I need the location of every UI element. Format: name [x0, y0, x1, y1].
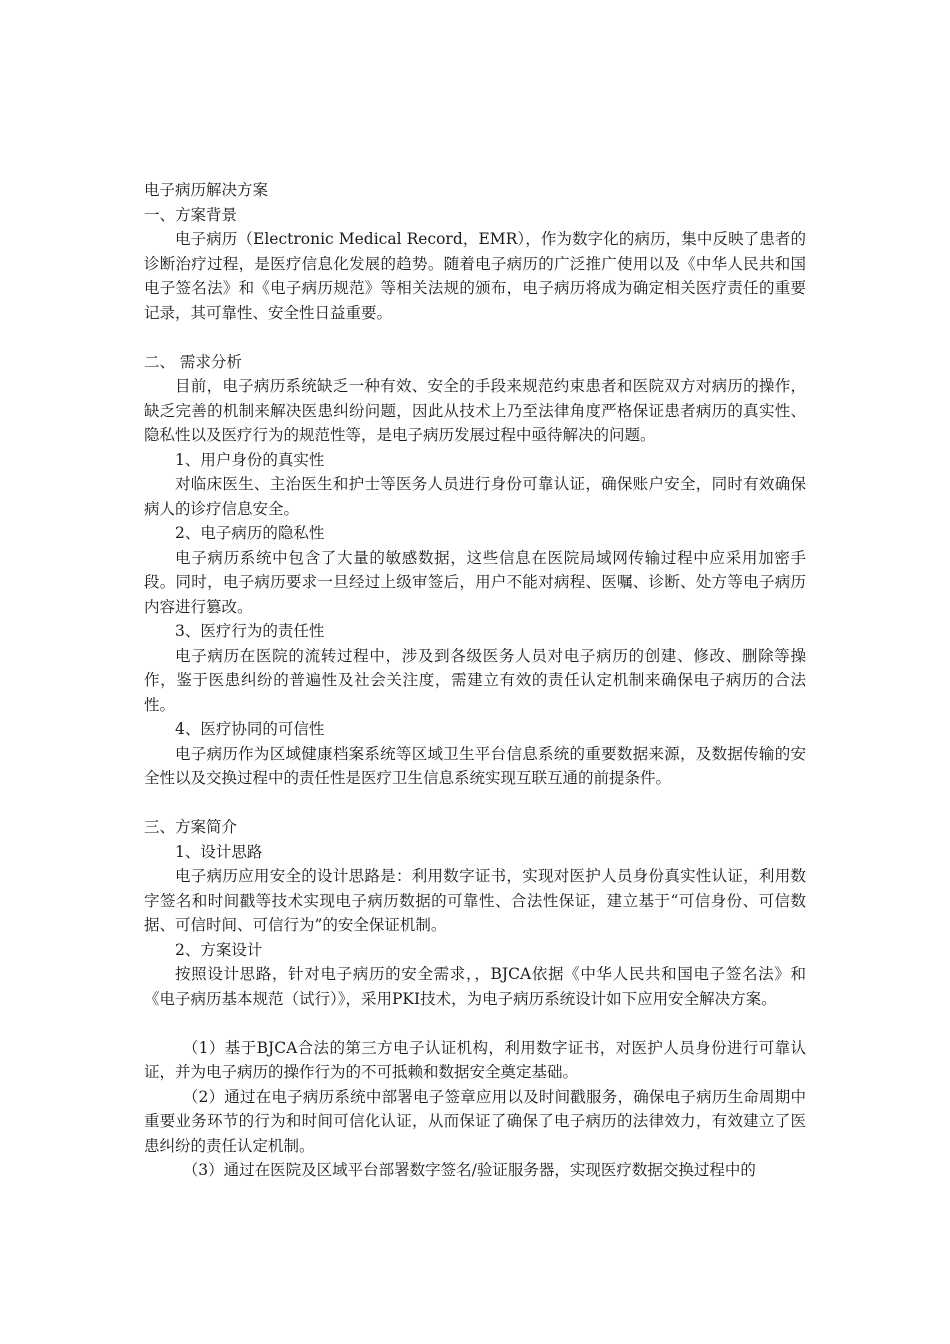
spacer [144, 791, 806, 816]
paragraph-design-idea: 电子病历应用安全的设计思路是：利用数字证书，实现对医护人员身份真实性认证，利用数字签名和时间戳等技术实现电子病历数据的可靠性、合法性保证，建立基于“可信身份、可信数据、可信时间、可信行为”的安全保证机制。 [144, 867, 806, 934]
list-item-3: （3）通过在医院及区域平台部署数字签名/验证服务器，实现医疗数据交换过程中的 [182, 1161, 756, 1179]
list-item-2: （2）通过在电子病历系统中部署电子签章应用以及时间戳服务，确保电子病历生命周期中重要业务环节的行为和时间可信化认证，从而保证了确保了电子病历的法律效力，有效建立了医患纠纷的责任认定机制。 [144, 1087, 806, 1155]
paragraph-solution-design: 按照设计思路，针对电子病历的安全需求，，BJCA依据《中华人民共和国电子签名法》和《电子病历基本规范（试行）》，采用PKI技术，为电子病历系统设计如下应用安全解决方案。 [144, 965, 806, 1008]
section-1-heading: 一、方案背景 [144, 205, 238, 224]
paragraph-privacy: 电子病历系统中包含了大量的敏感数据，这些信息在医院局域网传输过程中应采用加密手段。同时，电子病历要求一旦经过上级审签后，用户不能对病程、医嘱、诊断、处方等电子病历内容进行篡改。 [144, 548, 806, 616]
subheading-responsibility: 3、医疗行为的责任性 [175, 622, 325, 640]
list-item-1: （1）基于BJCA合法的第三方电子认证机构，利用数字证书，对医护人员身份进行可靠认证，并为电子病历的操作行为的不可抵赖和数据安全奠定基础。 [144, 1038, 806, 1081]
section-2-paragraph: 目前，电子病历系统缺乏一种有效、安全的手段来规范约束患者和医院双方对病历的操作，缺乏完善的机制来解决医患纠纷问题，因此从技术上乃至法律角度严格保证患者病历的真实性、隐私性以及医疗行为的规范性等，是电子病历发展过程中亟待解决的问题。 [144, 377, 806, 444]
section-1-paragraph: 电子病历（Electronic Medical Record，EMR），作为数字化的病历，集中反映了患者的诊断治疗过程，是医疗信息化发展的趋势。随着电子病历的广泛推广使用以及《中华人民共和国电子签名法》和《电子病历规范》等相关法规的颁布，电子病历将成为确定相关医疗责任的重要记录，其可靠性、安全性日益重要。 [144, 230, 806, 322]
paragraph-trust: 电子病历作为区域健康档案系统等区域卫生平台信息系统的重要数据来源，及数据传输的安全性以及交换过程中的责任性是医疗卫生信息系统实现互联互通的前提条件。 [144, 744, 806, 787]
document-title: 电子病历解决方案 [144, 181, 269, 199]
paragraph-identity: 对临床医生、主治医生和护士等医务人员进行身份可靠认证，确保账户安全，同时有效确保病人的诊疗信息安全。 [144, 475, 806, 518]
paragraph-responsibility: 电子病历在医院的流转过程中，涉及到各级医务人员对电子病历的创建、修改、删除等操作，鉴于医患纠纷的普遍性及社会关注度，需建立有效的责任认定机制来确保电子病历的合法性。 [144, 646, 806, 714]
subheading-trust: 4、医疗协同的可信性 [175, 720, 325, 738]
subheading-solution-design: 2、方案设计 [175, 940, 263, 959]
section-3-heading: 三、方案简介 [144, 818, 238, 836]
spacer [144, 1011, 806, 1036]
subheading-privacy: 2、电子病历的隐私性 [175, 524, 325, 542]
subheading-design-idea: 1、设计思路 [175, 842, 263, 861]
spacer [144, 325, 806, 350]
section-2-heading: 二、 需求分析 [144, 352, 242, 371]
subheading-identity: 1、用户身份的真实性 [175, 450, 325, 469]
